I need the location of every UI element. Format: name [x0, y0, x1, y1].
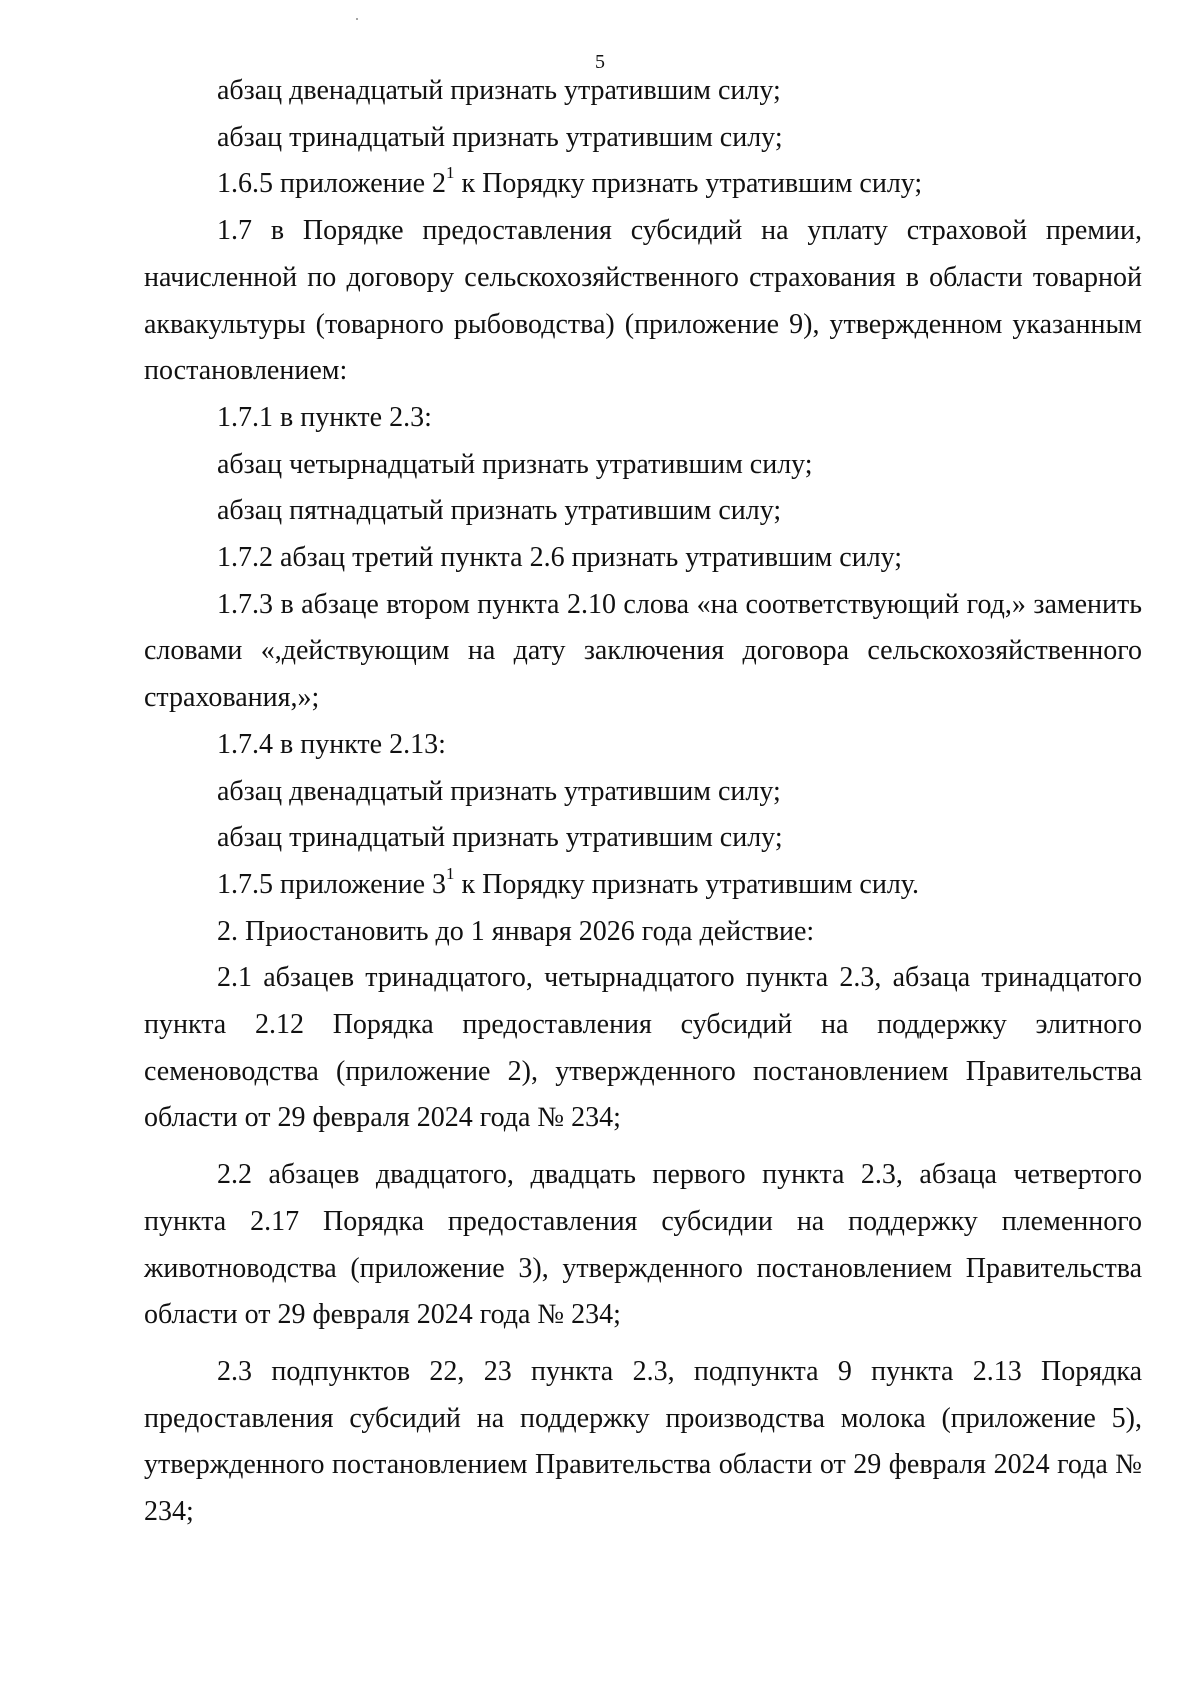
- paragraph: [144, 161, 1142, 208]
- paragraph: 1.7.3 в абзаце втором пункта 2.10 слова «на соответствующий год,» заменить словами «,действующим на дату заключения договора сельскохозяйственного страхования,»;: [144, 588, 1142, 714]
- paragraph: 1.7.1 в пункте 2.3:: [217, 401, 432, 433]
- document-body: [144, 68, 1142, 1536]
- page-number: 5: [595, 51, 605, 73]
- paragraph: 1.7 в Порядке предоставления субсидий на уплату страховой премии, начисленной по договору сельскохозяйственного страхования в области товарной аквакультуры (товарного рыбоводства) (приложение 9), утвержденном указанным постановлением:: [144, 215, 1142, 387]
- paragraph: абзац двенадцатый признать утратившим силу;: [217, 775, 781, 807]
- paragraph: абзац тринадцатый признать утратившим силу;: [217, 822, 783, 854]
- paragraph: абзац четырнадцатый признать утратившим силу;: [217, 448, 813, 480]
- paragraph: абзац двенадцатый признать утратившим силу;: [217, 75, 781, 106]
- superscript: 1: [446, 863, 455, 883]
- paragraph-text: к Порядку признать утратившим силу;: [454, 168, 923, 200]
- paragraph: [144, 862, 1142, 909]
- superscript: 1: [446, 163, 455, 183]
- paragraph: абзац тринадцатый признать утратившим силу;: [217, 121, 783, 153]
- scan-speck: [356, 18, 358, 20]
- paragraph: 2. Приостановить до 1 января 2026 года действие:: [217, 915, 815, 947]
- paragraph-text: 1.7.5 приложение 3: [217, 868, 447, 900]
- paragraph: 2.3 подпунктов 22, 23 пункта 2.3, подпункта 9 пункта 2.13 Порядка предоставления субсидий на поддержку производства молока (приложение 5), утвержденного постановлением Правительства области от 29 февраля 2024 года № 234;: [144, 1355, 1142, 1528]
- paragraph: 1.7.4 в пункте 2.13:: [217, 728, 446, 760]
- paragraph: 1.7.2 абзац третий пункта 2.6 признать утратившим силу;: [217, 542, 903, 574]
- paragraph-text: 1.6.5 приложение 2: [217, 168, 447, 200]
- paragraph: абзац пятнадцатый признать утратившим силу;: [217, 495, 782, 527]
- paragraph-text: к Порядку признать утратившим силу.: [454, 868, 919, 900]
- paragraph: 2.1 абзацев тринадцатого, четырнадцатого пункта 2.3, абзаца тринадцатого пункта 2.12 Порядка предоставления субсидий на поддержку элитного семеноводства (приложение 2), утвержденного постановлением Правительства области от 29 февраля 2024 года № 234;: [144, 962, 1142, 1134]
- paragraph: 2.2 абзацев двадцатого, двадцать первого пункта 2.3, абзаца четвертого пункта 2.17 Порядка предоставления субсидии на поддержку племенного животноводства (приложение 3), утвержденного постановлением Правительства области от 29 февраля 2024 года № 234;: [144, 1159, 1142, 1331]
